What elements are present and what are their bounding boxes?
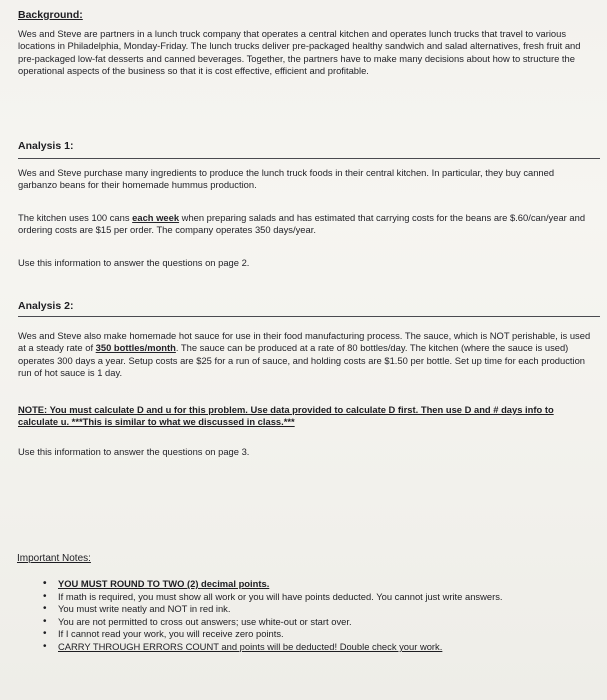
analysis2-p1-after: . The sauce can be produced at a rate of 80 bottles/day. The kitchen (where the sauce is used) operates 300 days a year. Setup costs are $25 for a run of sauce, and holding costs are $1.50 per bottle. Set up time for each production run of hot sauce is 1 day. [18, 342, 586, 379]
analysis2-paragraph-2: Use this information to answer the questions on page 3. [18, 446, 250, 457]
analysis1-heading: Analysis 1: [18, 140, 74, 152]
note-item: • CARRY THROUGH ERRORS COUNT and points will be deducted! Double check your work. [30, 641, 590, 654]
analysis2-heading: Analysis 2: [18, 300, 74, 312]
analysis1-paragraph-2 [18, 212, 594, 237]
note-item: • YOU MUST ROUND TO TWO (2) decimal points. [30, 578, 590, 591]
analysis1-paragraph-3: Use this information to answer the questions on page 2. [18, 257, 250, 268]
analysis2-rate: 350 bottles/month [95, 342, 176, 354]
analysis2-paragraph-1 [18, 330, 598, 380]
note-item: • You must write neatly and NOT in red ink. [30, 603, 590, 616]
analysis1-p2-before: The kitchen uses 100 cans [18, 212, 133, 223]
analysis2-rule [18, 316, 600, 317]
analysis2-note-text: NOTE: You must calculate D and u for this problem. Use data provided to calculate D first. Then use D and # days info to calculate u. ***This is similar to what we discussed in class.*** [18, 404, 554, 428]
background-paragraph: Wes and Steve are partners in a lunch truck company that operates a central kitchen and operates lunch trucks that travel to various locations in Philadelphia, Monday-Friday. The lunch trucks deliver pre-packaged healthy sandwich and salad alternatives, fresh fruit and pre-packaged low-fat desserts and canned beverages. Together, the partners have to make many decisions about how to structure the operational aspects of the business so that it is cost effective, efficient and profitable. [18, 28, 581, 77]
analysis2-p1-before: Wes and Steve also make homemade hot sauce for use in their food manufacturing process. The sauce, which is NOT perishable, is used at a steady rate of [18, 330, 591, 354]
note-item: • If I cannot read your work, you will receive zero points. [30, 628, 590, 641]
analysis1-each-week: each week [132, 212, 180, 223]
background-heading: Background: [18, 9, 83, 21]
analysis2-note [18, 404, 588, 429]
important-notes-list [30, 578, 590, 654]
analysis1-p2-after: when preparing salads and has estimated that carrying costs for the beans are $.60/can/year and ordering costs are $15 per order. The company operates 350 days/year. [18, 212, 586, 236]
note-item: • If math is required, you must show all work or you will have points deducted. You cannot just write answers. [30, 591, 590, 604]
analysis1-paragraph-1: Wes and Steve purchase many ingredients to produce the lunch truck foods in their central kitchen. In particular, they buy canned garbanzo beans for their homemade hummus production. [18, 167, 555, 191]
important-notes-heading: Important Notes: [17, 553, 91, 564]
note-item: • You are not permitted to cross out answers; use white-out or start over. [30, 616, 590, 629]
analysis1-rule [18, 158, 600, 159]
